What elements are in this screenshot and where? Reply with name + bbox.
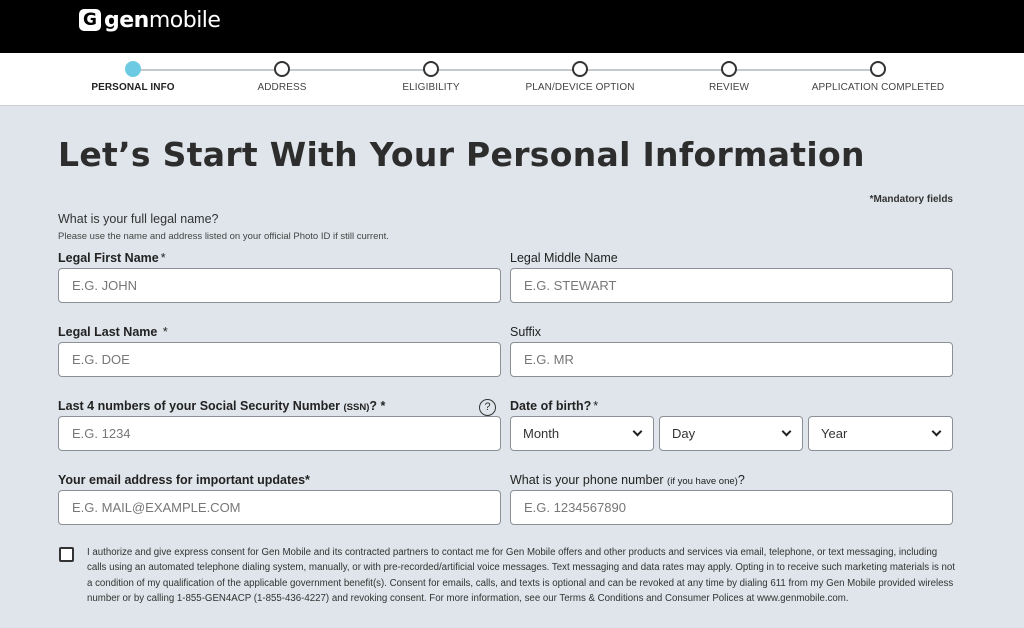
middle-name-input[interactable] [510, 268, 953, 303]
last-name-label: Legal Last Name * [58, 325, 168, 339]
g-logo-icon: G [79, 9, 101, 31]
mandatory-fields-note: *Mandatory fields [869, 194, 953, 205]
dob-year-value: Year [821, 426, 848, 441]
photo-id-note: Please use the name and address listed on your official Photo ID if still current. [58, 231, 389, 242]
step-address [202, 61, 362, 93]
consent-text: I authorize and give express consent for Gen Mobile and its contracted partners to contact me for Gen Mobile offers and other products and services via email, telephone, or text messaging, including calls using an automated telephone dialing system, manually, or with pre-recorded/artificial voice messages. Text messaging and data rates may apply. Opting in to receive such marketing materials is not a condition of my qualification of the applicable government benefit(s). Consent for emails, calls, and texts is optional and can be revoked at any time by dialing 611 from my Gen Mobile provided wireless number or by calling 1-855-GEN4ACP (1-855-436-4227) and revoking consent. For more information, see our Terms & Conditions and Consumer Polices at www.genmobile.com. [87, 547, 955, 604]
step-dot [721, 61, 737, 77]
step-plan-device-option [500, 61, 660, 93]
middle-name-label: Legal Middle Name [510, 251, 618, 265]
phone-label: What is your phone number (if you have one)? [510, 473, 745, 487]
email-input[interactable] [58, 490, 501, 525]
step-dot [423, 61, 439, 77]
question-circle-icon[interactable]: ? [479, 399, 496, 416]
step-label: PLAN/DEVICE OPTION [525, 82, 635, 93]
top-bar [0, 0, 1024, 53]
dob-month-select[interactable] [510, 416, 654, 451]
step-application-completed [798, 61, 958, 93]
step-dot [572, 61, 588, 77]
step-review [649, 61, 809, 93]
phone-input[interactable] [510, 490, 953, 525]
suffix-input[interactable] [510, 342, 953, 377]
step-dot [870, 61, 886, 77]
last-name-input[interactable] [58, 342, 501, 377]
suffix-label: Suffix [510, 325, 542, 339]
step-dot-active [125, 61, 141, 77]
full-name-question: What is your full legal name? [58, 212, 219, 226]
email-label: Your email address for important updates* [58, 473, 310, 487]
dob-label: Date of birth? * [510, 399, 599, 413]
logo-wordmark: genmobile [104, 7, 221, 33]
step-label: REVIEW [708, 82, 750, 93]
step-label: ELIGIBILITY [402, 82, 460, 93]
page-title: Let’s Start With Your Personal Information [58, 135, 865, 174]
dob-month-value: Month [523, 426, 560, 441]
step-label: PERSONAL INFO [91, 82, 175, 93]
dob-year-select[interactable] [808, 416, 953, 451]
gen-mobile-logo[interactable] [79, 8, 220, 32]
chevron-down-icon [932, 427, 942, 437]
dob-day-select[interactable] [659, 416, 803, 451]
step-personal-info [53, 61, 213, 93]
first-name-label: Legal First Name * [58, 251, 166, 265]
progress-stepper [0, 53, 1024, 106]
chevron-down-icon [782, 427, 792, 437]
first-name-input[interactable] [58, 268, 501, 303]
ssn-input[interactable] [58, 416, 501, 451]
step-label: APPLICATION COMPLETED [811, 82, 945, 93]
ssn-label: Last 4 numbers of your Social Security Number (SSN)? * [58, 399, 386, 413]
chevron-down-icon [633, 427, 643, 437]
step-eligibility [351, 61, 511, 93]
consent-checkbox[interactable] [59, 547, 74, 562]
dob-day-value: Day [672, 426, 696, 441]
step-dot [274, 61, 290, 77]
step-label: ADDRESS [257, 82, 307, 93]
